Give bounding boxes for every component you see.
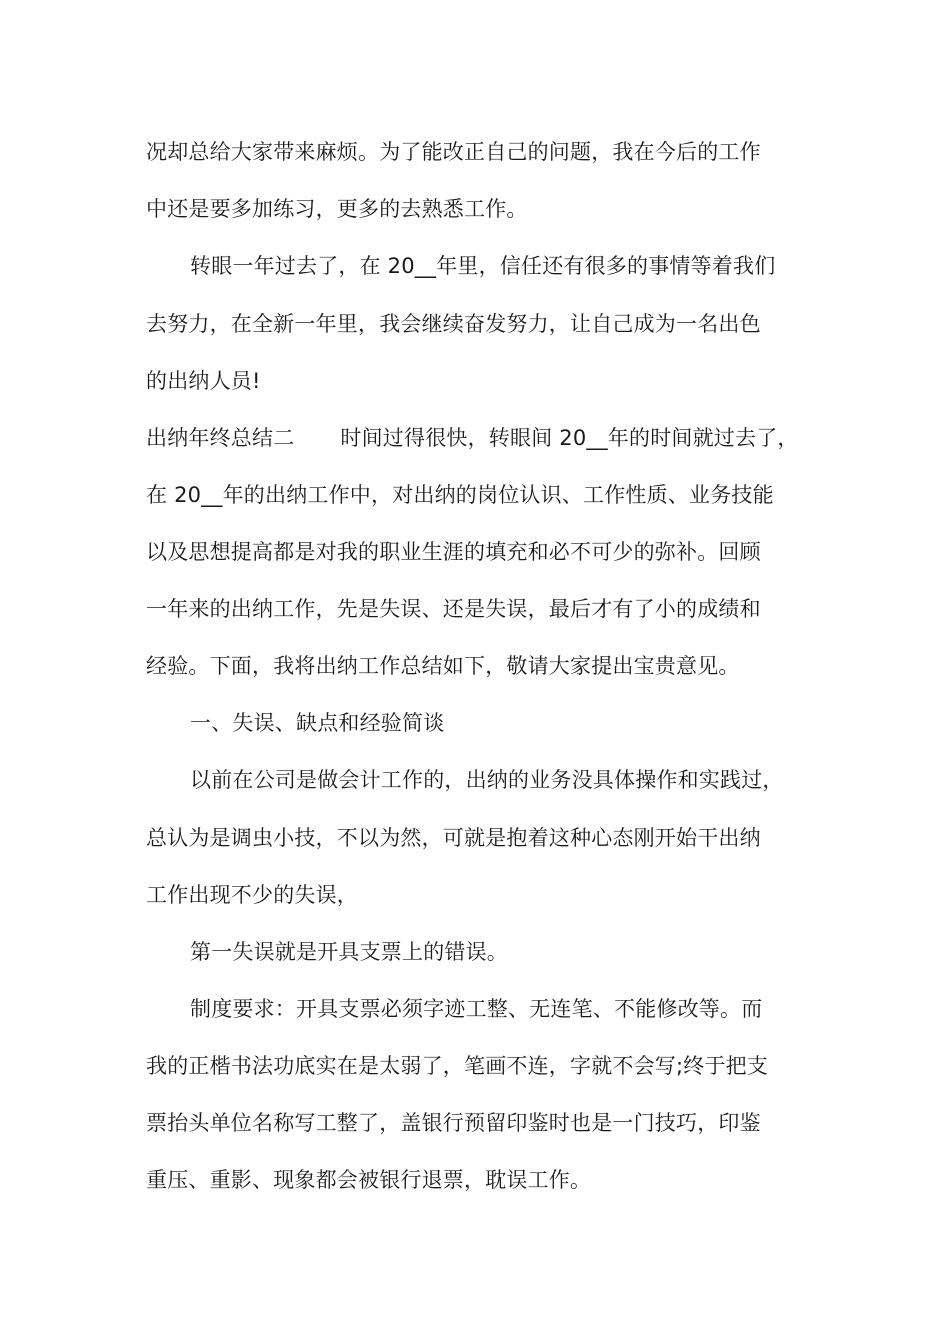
section-heading: 出纳年终总结二 — [146, 426, 295, 450]
text-line: 工作出现不少的失误， — [146, 883, 358, 907]
section-first-line: 时间过得很快，转眼间 20__年的时间就过去了， — [340, 426, 799, 450]
text-line: 的出纳人员! — [146, 369, 261, 393]
section-heading-line — [146, 423, 799, 453]
text-line: 我的正楷书法功底实在是太弱了，笔画不连，字就不会写;终于把支 — [146, 1054, 769, 1078]
text-line: 总认为是调虫小技，不以为然，可就是抱着这种心态刚开始干出纳 — [146, 826, 761, 850]
text-line: 重压、重影、现象都会被银行退票，耽误工作。 — [146, 1168, 592, 1192]
text-line: 以及思想提高都是对我的职业生涯的填充和必不可少的弥补。回顾 — [146, 540, 761, 564]
text-line: 中还是要多加练习，更多的去熟悉工作。 — [146, 197, 528, 221]
paragraph-start-line: 第一失误就是开具支票上的错误。 — [190, 940, 508, 964]
text-line: 一年来的出纳工作，先是失误、还是失误，最后才有了小的成绩和 — [146, 597, 761, 621]
paragraph-start-line: 制度要求：开具支票必须字迹工整、无连笔、不能修改等。而 — [190, 997, 763, 1021]
text-line: 票抬头单位名称写工整了，盖银行预留印鉴时也是一门技巧，印鉴 — [146, 1111, 761, 1135]
subheading: 一、失误、缺点和经验简谈 — [190, 711, 445, 735]
text-line: 经验。下面，我将出纳工作总结如下，敬请大家提出宝贵意见。 — [146, 654, 740, 678]
text-line: 去努力，在全新一年里，我会继续奋发努力，让自己成为一名出色 — [146, 312, 761, 336]
text-line: 况却总给大家带来麻烦。为了能改正自己的问题，我在今后的工作 — [146, 140, 761, 164]
text-line: 在 20__年的出纳工作中，对出纳的岗位认识、工作性质、业务技能 — [146, 483, 774, 507]
paragraph-start-line: 以前在公司是做会计工作的，出纳的业务没具体操作和实践过， — [190, 768, 784, 792]
paragraph-start-line: 转眼一年过去了，在 20__年里，信任还有很多的事情等着我们 — [190, 254, 776, 278]
